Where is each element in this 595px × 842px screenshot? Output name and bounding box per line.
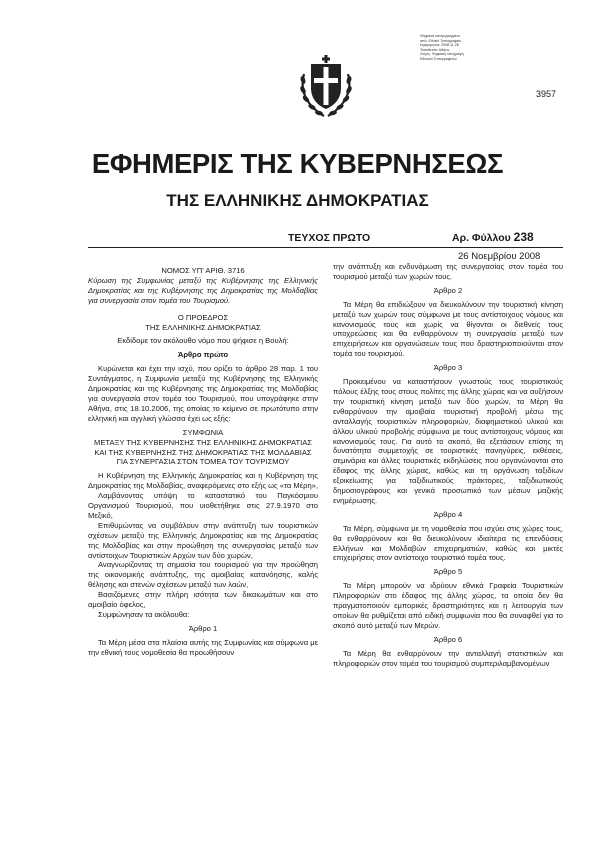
paragraph: Τα Μέρη, σύμφωνα με τη νομοθεσία που ισχύει στις χώρες τους, θα ενθαρρύνουν και θα διευκολύνουν ιδιαίτερα τις επενδύσεις Ελλήνων και Μολδαβών επιχειρηματιών, καθώς και μικτές επιχειρήσεις στον αντίστοιχο τουριστικό τομέα τους. — [333, 523, 563, 563]
paragraph: Συμφώνησαν τα ακόλουθα: — [98, 610, 190, 619]
section-heading: Άρθρο 2 — [433, 285, 463, 295]
paragraph: Βασιζόμενες στην πλήρη ισότητα των δικαιωμάτων και στο αμοιβαίο όφελος, — [88, 590, 318, 610]
left-column — [88, 266, 318, 658]
paragraph: Τα Μέρη θα επιδιώξουν να διευκολύνουν την τουριστική κίνηση μεταξύ των χωρών τους σύμφωνα με τους αντίστοιχους νόμους και κανονισμούς τους και χωρίς να θίγονται οι διεθνείς τους υποχρεώσεις και θα ενθαρρύνουν τη συνεργασία μεταξύ των επιχειρήσεων και οργανώσεων τους που δραστηριοποιούνται στον τομέα του τουρισμού. — [333, 299, 563, 359]
sheet-number — [452, 230, 534, 244]
header-divider — [88, 247, 563, 248]
stamp-line: Λόγος: Ψηφιακή υπογραφή — [420, 52, 464, 56]
digital-signature-stamp — [420, 34, 478, 61]
page-number: 3957 — [536, 89, 557, 99]
section-heading: ΤΗΣ ΕΛΛΗΝΙΚΗΣ ΔΗΜΟΚΡΑΤΙΑΣ — [145, 322, 261, 332]
right-column — [333, 262, 563, 669]
paragraph: Κύρωση της Συμφωνίας μεταξύ της Κυβέρνησης της Ελληνικής Δημοκρατίας και της Κυβέρνησης της Δημοκρατίας της Μολδαβίας για συνεργασία στον τομέα του Τουρισμού. — [88, 275, 318, 305]
section-heading: Άρθρο 1 — [188, 623, 218, 633]
sheet-number-value: 238 — [513, 230, 534, 244]
section-heading: Άρθρο 4 — [433, 509, 463, 519]
paragraph-spacer — [88, 306, 318, 313]
stamp-line: Ψηφιακά υπογεγραμμένο — [420, 34, 461, 38]
stamp-line: από: Εθνικό Τυπογραφείο — [420, 38, 462, 43]
section-heading: Ο ΠΡΟΕΔΡΟΣ — [177, 312, 229, 322]
paragraph: Αναγνωρίζοντας τη σημασία του τουρισμού για την προώθηση της οικονομικής ανάπτυξης, της αμοιβαίας κατανόησης, καλής θέλησης και στενών σχέσεων μεταξύ των λαών, — [88, 560, 318, 590]
section-heading: ΣΥΜΦΩΝΙΑ — [182, 427, 224, 437]
paragraph: Λαμβάνοντας υπόψη το καταστατικό του Παγκόσμιου Οργανισμού Τουρισμού, που υιοθετήθηκε στις 27.9.1970 στο Μεξικό, — [88, 491, 318, 520]
issue-label: ΤΕΥΧΟΣ ΠΡΩΤΟ — [288, 232, 371, 244]
paragraph: Τα Μέρη θα ενθαρρύνουν την ανταλλαγή στατιστικών και πληροφοριών στον τομέα του τουρισμού συμπεριλαμβανομένων — [333, 648, 563, 668]
paragraph: την ανάπτυξη και ενδυνάμωση της συνεργασίας στον τομέα του τουρισμού μεταξύ των χωρών τους. — [333, 262, 563, 281]
gazette-subtitle: ΤΗΣ ΕΛΛΗΝΙΚΗΣ ΔΗΜΟΚΡΑΤΙΑΣ — [166, 191, 429, 210]
stamp-line: Εθνικού Τυπογραφείου — [420, 56, 457, 61]
paragraph: Κυρώνεται και έχει την ισχύ, που ορίζει το άρθρο 28 παρ. 1 του Συντάγματος, η Συμφωνία μεταξύ της Κυβέρνησης της Ελληνικής Δημοκρατίας και της Κυβέρνησης της Δημοκρατίας της Μολδαβίας για συνεργασία στον τομέα του Τουρισμού, που υπογράφηκε στην Αθήνα, στις 18.10.2006, της οποίας το κείμενο σε πρωτότυπο στην ελληνική και αγγλική γλώσσα έχει ως εξής: — [88, 364, 318, 423]
greek-coat-of-arms-icon — [298, 54, 354, 120]
section-heading: ΝΟΜΟΣ ΥΠ' ΑΡΙΘ. 3716 — [161, 266, 245, 275]
issue-date: 26 Νοεμβρίου 2008 — [458, 251, 541, 262]
stamp-line: Τοποθεσία: Αθήνα — [420, 47, 449, 52]
paragraph: Επιθυμώντας να συμβάλουν στην ανάπτυξη των τουριστικών σχέσεων μεταξύ της Ελληνικής Δημοκρατίας και της Δημοκρατίας της Μολδαβίας και στην προώθηση της συνεργασίας μεταξύ των αντίστοιχων Τουριστικών Αρχών των δύο χωρών, — [88, 520, 318, 560]
section-heading: ΜΕΤΑΞΥ ΤΗΣ ΚΥΒΕΡΝΗΣΗΣ ΤΗΣ ΕΛΛΗΝΙΚΗΣ ΔΗΜΟΚΡΑΤΙΑΣ ΚΑΙ ΤΗΣ ΚΥΒΕΡΝΗΣΗΣ ΤΗΣ ΔΗΜΟΚΡΑΤΙΑΣ ΤΗΣ ΜΟΛΔΑΒΙΑΣ ΓΙΑ ΣΥΝΕΡΓΑΣΙΑ ΣΤΟΝ ΤΟΜΕΑ ΤΟΥ ΤΟΥΡΙΣΜΟΥ — [94, 437, 312, 467]
sheet-label: Αρ. Φύλλου — [452, 232, 511, 244]
section-heading: Άρθρο πρώτο — [177, 350, 229, 360]
paragraph: Η Κυβέρνηση της Ελληνικής Δημοκρατίας και η Κυβέρνηση της Δημοκρατίας της Μολδαβίας, αναφερόμενες στο εξής ως «τα Μέρη», — [88, 471, 318, 491]
gazette-title: ΕΦΗΜΕΡΙΣ ΤΗΣ ΚΥΒΕΡΝΗΣΕΩΣ — [91, 148, 504, 179]
paragraph: Τα Μέρη μέσα στα πλαίσια αυτής της Συμφωνίας και σύμφωνα με την εθνική τους νομοθεσία θα προωθήσουν — [88, 637, 318, 657]
paragraph: Τα Μέρη μπορούν να ιδρύουν εθνικά Γραφεία Τουριστικών Πληροφοριών στο έδαφος της άλλης χώρας, τα οποία δεν θα πραγματοποιούν εμπορικές δραστηριότητες και η λειτουργία των οποίων θα ρυθμίζεται από ειδική συμφωνία που θα συναφθεί για το σκοπό αυτό μεταξύ των Μερών. — [333, 581, 563, 630]
section-heading: Άρθρο 6 — [433, 634, 463, 644]
section-heading: Άρθρο 3 — [433, 363, 463, 373]
stamp-line: Ημερομηνία: 2008.11.26 — [420, 43, 459, 47]
paragraph: Προκειμένου να καταστήσουν γνωστούς τους τουριστικούς πόλους έλξης τους στους πολίτες της άλλης χώρας και να αυξήσουν την τουριστική κίνηση μεταξύ των δύο χωρών, τα Μέρη θα ενθαρρύνουν την αμοιβαία τουριστική προβολή μέσω της ανταλλαγής τουριστικών πληροφοριών, διαφημιστικού υλικού και άλλου υλικού προβολής σύμφωνα με τους αντίστοιχους νόμους και κανονισμούς τους. Για αυτό το σκοπό, θα εξετάσουν επίσης τη δυνατότητα συμμετοχής σε τουριστικές πανηγύρεις, εκθέσεις, σεμινάρια και άλλες τουριστικές εκδηλώσεις που οργανώνονται στο έδαφος της άλλης χώρας, καθώς και τη οργάνωση ταξιδίων εξοικείωσης για ταξιδιωτικούς πράκτορες, ταξιδιωτικούς δημοσιογράφους και γενικά προσωπικό των μέσων μαζικής ενημέρωσης. — [333, 377, 563, 505]
section-heading: Άρθρο 5 — [433, 567, 463, 577]
section-heading: Εκδίδομε τον ακόλουθο νόμο που ψήφισε η Βουλή: — [117, 336, 289, 346]
